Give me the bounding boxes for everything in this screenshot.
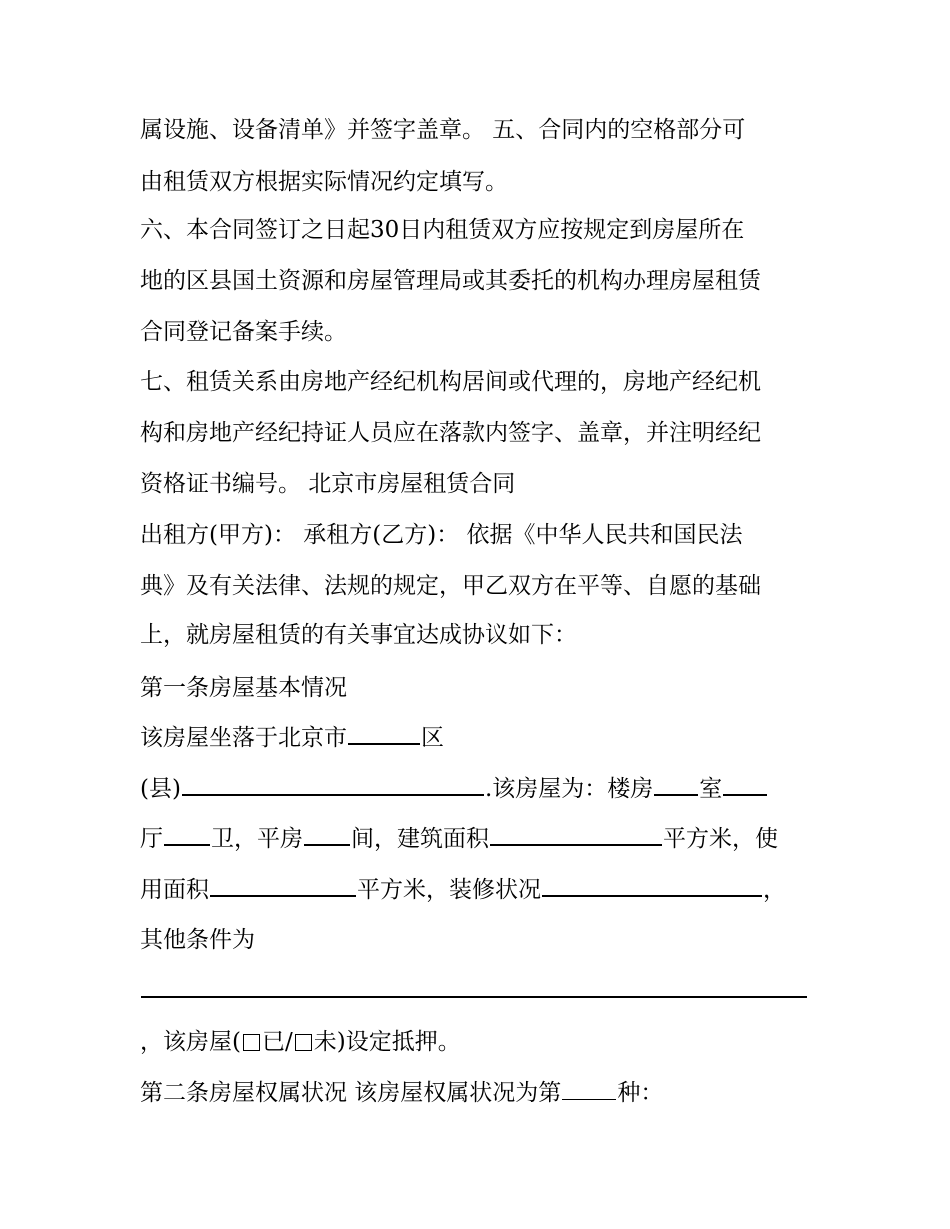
floor-area-blank[interactable] — [490, 820, 662, 846]
section-heading-1: 第一条房屋基本情况 — [140, 675, 347, 701]
ownership-label: 第二条房屋权属状况 该房屋权属状况为第 — [140, 1080, 562, 1106]
district-blank[interactable] — [348, 719, 420, 745]
text-line-19 — [140, 1022, 820, 1062]
bungalow-rooms-blank[interactable] — [304, 820, 350, 846]
text-line-2: 由租赁双方根据实际情况约定填写。 — [140, 169, 508, 195]
text-line-1: 属设施、设备清单》并签字盖章。 五、合同内的空格部分可 — [140, 117, 746, 143]
section-heading-2 — [140, 1073, 820, 1113]
building-type-label: .该房屋为：楼房 — [484, 776, 654, 802]
room-label: 室 — [699, 776, 723, 802]
ownership-type-blank[interactable] — [562, 1075, 616, 1100]
usable-area-blank[interactable] — [210, 871, 356, 897]
hall-count-blank[interactable] — [723, 770, 767, 796]
text-line-9: 出租方(甲方)： 承租方(乙方)： 依据《中华人民共和国民法 — [140, 522, 743, 548]
comma: ， — [763, 877, 786, 903]
bungalow-label: 卫，平房 — [211, 826, 303, 852]
text-line-6: 七、租赁关系由房地产经纪机构居间或代理的，房地产经纪机 — [140, 369, 761, 395]
text-line-10: 典》及有关法律、法规的规定，甲乙双方在平等、自愿的基础 — [140, 573, 761, 599]
not-mortgaged-checkbox[interactable] — [295, 1034, 312, 1051]
location-label: 该房屋坐落于北京市 — [140, 725, 347, 751]
other-conditions-blank[interactable] — [141, 972, 807, 998]
decoration-label: 平方米，装修状况 — [357, 877, 541, 903]
usable-area-label: 用面积 — [140, 877, 209, 903]
ownership-suffix: 种： — [617, 1080, 664, 1106]
text-line-7: 构和房地产经纪持证人员应在落款内签字、盖章，并注明经纪 — [140, 420, 761, 446]
text-line-5: 合同登记备案手续。 — [140, 319, 347, 345]
decoration-blank[interactable] — [542, 871, 762, 897]
district-suffix: 区 — [421, 725, 444, 751]
text-line-14 — [140, 769, 820, 809]
text-line-11: 上，就房屋租赁的有关事宜达成协议如下： — [140, 622, 577, 648]
text-line-4: 地的区县国土资源和房屋管理局或其委托的机构办理房屋租赁 — [140, 268, 761, 294]
county-label: (县) — [140, 776, 181, 802]
text-line-8: 资格证书编号。 北京市房屋租赁合同 — [140, 471, 516, 497]
not-mortgaged-label: 未)设定抵押。 — [313, 1029, 461, 1055]
address-blank[interactable] — [182, 770, 484, 796]
text-line-15 — [140, 819, 820, 859]
hall-label: 厅 — [140, 826, 163, 852]
bath-count-blank[interactable] — [164, 820, 210, 846]
mortgaged-checkbox[interactable] — [243, 1034, 260, 1051]
text-line-18 — [140, 971, 820, 1011]
room-count-blank[interactable] — [654, 770, 698, 796]
mortgage-prefix: ，该房屋( — [140, 1029, 241, 1055]
mortgaged-label: 已/ — [261, 1029, 293, 1055]
text-line-16 — [140, 870, 820, 910]
area-unit-label: 平方米，使 — [663, 826, 778, 852]
text-line-3: 六、本合同签订之日起30日内租赁双方应按规定到房屋所在 — [140, 217, 745, 243]
text-line-17: 其他条件为 — [140, 927, 255, 953]
floor-area-label: 间，建筑面积 — [351, 826, 489, 852]
text-line-13 — [140, 718, 820, 758]
